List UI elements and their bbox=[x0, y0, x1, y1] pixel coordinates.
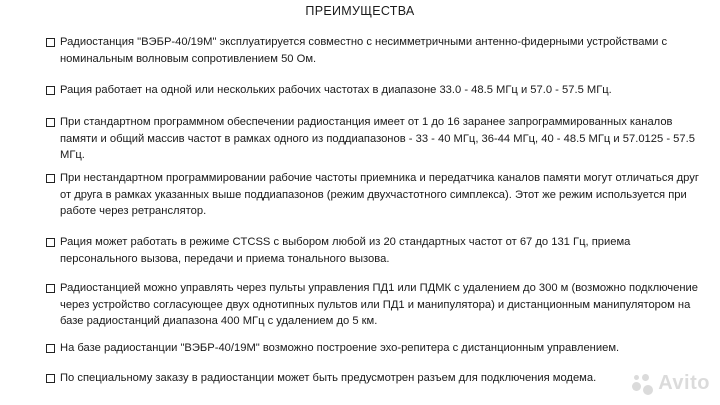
checkbox-bullet-icon bbox=[46, 174, 55, 183]
list-item-text: По специальному заказу в радиостанции может быть предусмотрен разъем для подключения модема. bbox=[60, 372, 597, 384]
list-item bbox=[46, 340, 619, 357]
list-item-text: Рация работает на одной или нескольких рабочих частотах в диапазоне 33.0 - 48.5 МГц и 57.0 - 57.5 МГц. bbox=[60, 84, 612, 96]
list-item bbox=[46, 170, 706, 220]
checkbox-bullet-icon bbox=[46, 374, 55, 383]
list-item bbox=[46, 370, 596, 387]
list-item bbox=[46, 82, 612, 99]
avito-watermark bbox=[631, 372, 710, 395]
avito-logo-icon bbox=[631, 373, 653, 395]
checkbox-bullet-icon bbox=[46, 284, 55, 293]
watermark-text: Avito bbox=[658, 372, 710, 394]
checkbox-bullet-icon bbox=[46, 118, 55, 127]
list-item bbox=[46, 280, 706, 330]
list-item-text: При нестандартном программировании рабочие частоты приемника и передатчика каналов памяти могут отличаться друг от друга в рамках указанных выше поддиапазонов (режим двухчастотного симплекса). Этот же режим используется при работе через ретранслятор. bbox=[60, 172, 699, 217]
list-item-text: При стандартном программном обеспечении радиостанция имеет от 1 до 16 заранее запрограммированных каналов памяти и общий массив частот в рамках одного из поддиапазонов - 33 - 40 МГц, 36-44 МГц, 40 - 48.5 МГц и 57.0125 - 57.5 МГц. bbox=[60, 116, 695, 161]
list-item-text: Радиостанция "ВЭБР-40/19М" эксплуатируется совместно с несимметричными антенно-фидерными устройствами с номинальным волновым сопротивлением 50 Ом. bbox=[60, 36, 668, 65]
checkbox-bullet-icon bbox=[46, 344, 55, 353]
list-item bbox=[46, 34, 706, 67]
checkbox-bullet-icon bbox=[46, 86, 55, 95]
list-item bbox=[46, 234, 706, 267]
list-item-text: На базе радиостанции "ВЭБР-40/19М" возможно построение эхо-репитера с дистанционным управлением. bbox=[60, 342, 620, 354]
list-item bbox=[46, 114, 706, 164]
checkbox-bullet-icon bbox=[46, 238, 55, 247]
checkbox-bullet-icon bbox=[46, 38, 55, 47]
list-item-text: Рация может работать в режиме CTCSS с выбором любой из 20 стандартных частот от 67 до 131 Гц, приема персонального вызова, передачи и приема тонального вызова. bbox=[60, 236, 631, 265]
page-title: ПРЕИМУЩЕСТВА bbox=[305, 4, 415, 18]
list-item-text: Радиостанцией можно управлять через пульты управления ПД1 или ПДМК с удалением до 300 м (возможно подключение через устройство согласующее двух однотипных пультов или ПД1 и манипулятора) и дистанционным манипулятором на базе радиостанций диапазона 400 МГц с удалением до 5 км. bbox=[60, 282, 698, 327]
